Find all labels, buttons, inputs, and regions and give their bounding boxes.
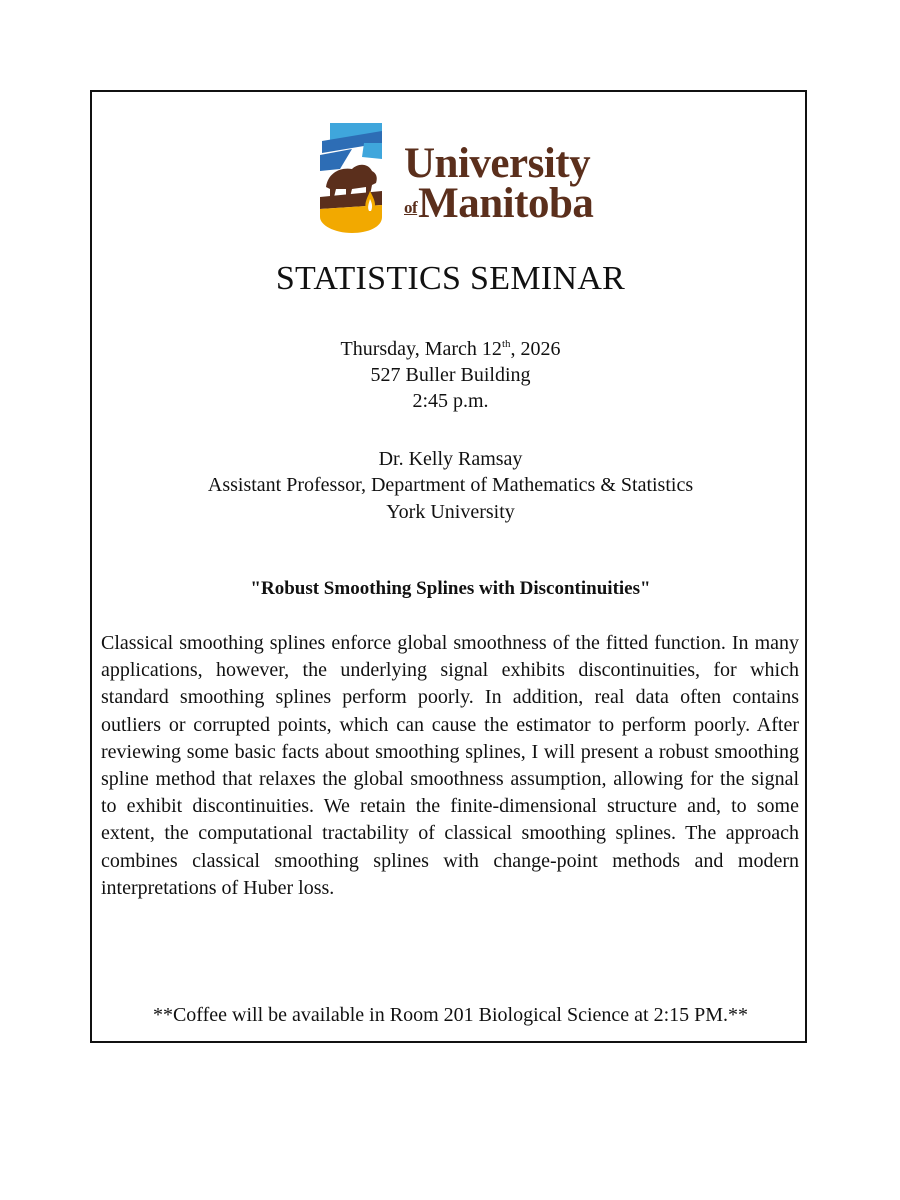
shield-bison-icon — [312, 113, 402, 233]
speaker-position: Assistant Professor, Department of Mathematics & Statistics — [207, 474, 694, 496]
logo-text-of: of — [404, 198, 418, 217]
talk-title: "Robust Smoothing Splines with Discontinuities" — [250, 578, 651, 599]
seminar-title: STATISTICS SEMINAR — [275, 260, 626, 297]
seminar-date-year: , 2026 — [510, 338, 561, 360]
seminar-date-text: Thursday, March 12 — [340, 338, 502, 360]
speaker-institution: York University — [386, 501, 515, 523]
university-logo — [312, 113, 592, 233]
seminar-date-ordinal: th — [501, 338, 511, 350]
logo-text-manitoba — [404, 179, 593, 228]
coffee-note: **Coffee will be available in Room 201 Biological Science at 2:15 PM.** — [152, 1004, 749, 1026]
speaker-name: Dr. Kelly Ramsay — [378, 448, 523, 470]
seminar-time: 2:45 p.m. — [412, 390, 489, 412]
seminar-date — [92, 336, 809, 362]
logo-text-university: University — [404, 140, 591, 187]
logo-text-manitoba-word: Manitoba — [418, 180, 594, 227]
talk-abstract: Classical smoothing splines enforce global smoothness of the fitted function. In many applications, however, the underlying signal exhibits discontinuities, for which standard smoothing splines perform poorly. In addition, real data often contains outliers or corrupted points, which can cause the estimator to perform poorly. After reviewing some basic facts about smoothing splines, I will present a robust smoothing spline method that relaxes the global smoothness assumption, allowing for the signal to exhibit discontinuities. We retain the finite-dimensional structure and, to some extent, the computational tractability of classical smoothing splines. The approach combines classical smoothing splines with change-point methods and modern interpretations of Huber loss. — [101, 632, 799, 899]
seminar-room: 527 Buller Building — [370, 364, 531, 386]
